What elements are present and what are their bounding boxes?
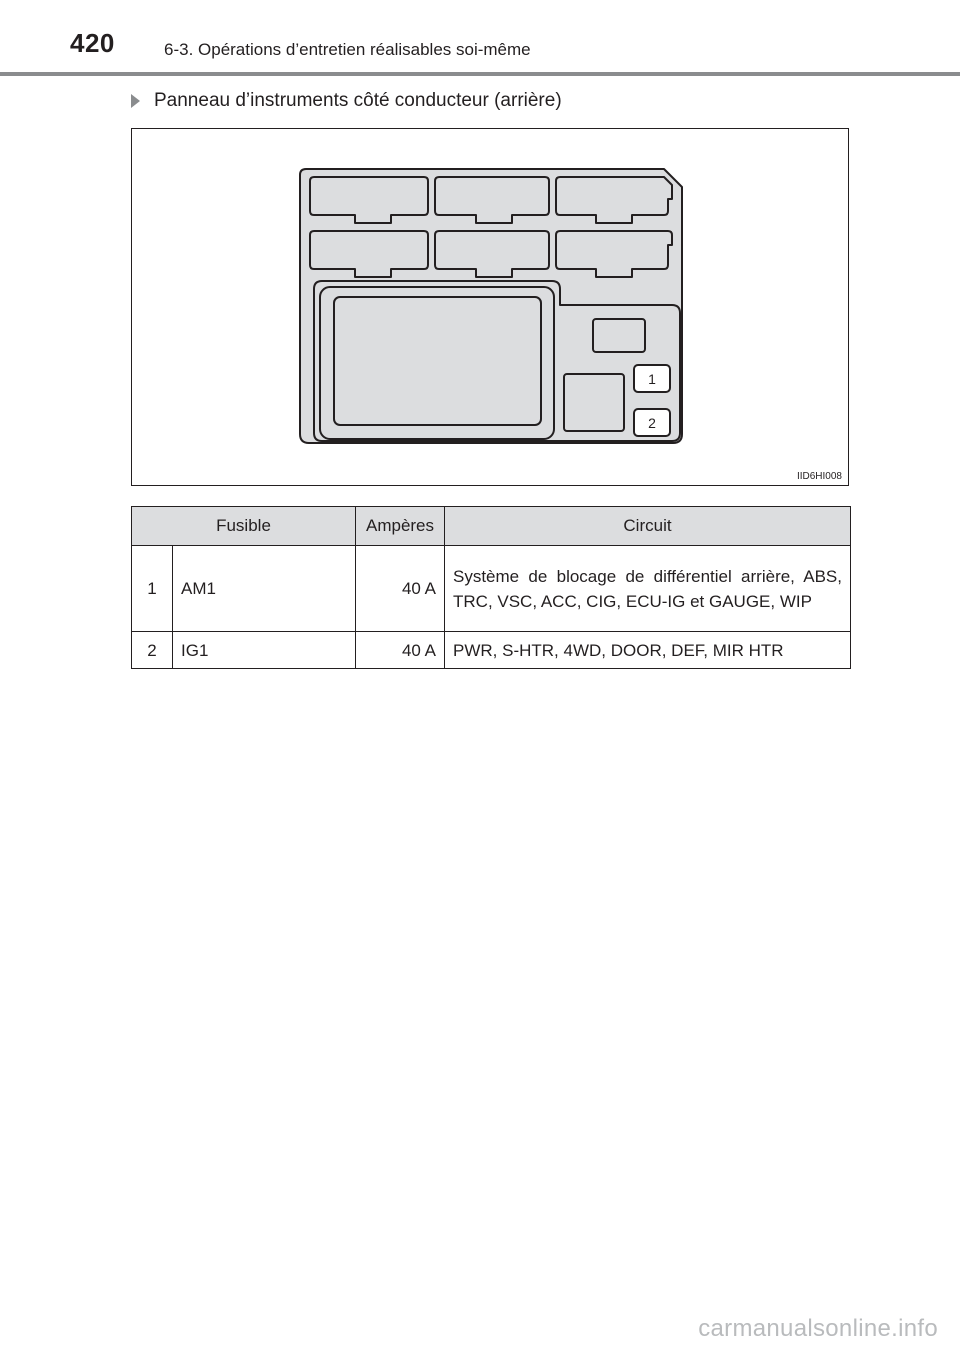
fuse-amps: 40 A <box>356 546 445 632</box>
fuse-number: 2 <box>132 632 173 669</box>
fuse-2-label: 2 <box>648 415 656 431</box>
fuse-circuit: Système de blocage de différentiel arrière, ABS, TRC, VSC, ACC, CIG, ECU-IG et GAUGE, WIP <box>445 546 851 632</box>
fuse-table <box>131 506 851 669</box>
table-header-row <box>132 507 851 546</box>
figure-code: IID6HI008 <box>796 471 842 482</box>
watermark: carmanualsonline.info <box>698 1315 938 1342</box>
small-block <box>593 319 645 352</box>
section-title: Panneau d’instruments côté conducteur (arrière) <box>154 90 562 111</box>
table-row <box>132 546 851 632</box>
fuse-box-diagram <box>132 129 850 487</box>
page-number: 420 <box>70 28 115 58</box>
fuse-amps: 40 A <box>356 632 445 669</box>
chapter-title: 6-3. Opérations d’entretien réalisables soi-même <box>164 40 531 59</box>
connector-block <box>334 297 541 425</box>
column-header-circuit: Circuit <box>445 507 851 546</box>
table-row <box>132 632 851 669</box>
fuse-number: 1 <box>132 546 173 632</box>
section-heading <box>131 90 562 112</box>
fuse-1-label: 1 <box>648 371 656 387</box>
large-block <box>564 374 624 431</box>
column-header-fuse: Fusible <box>132 507 356 546</box>
arrow-icon <box>131 94 140 108</box>
fuse-circuit: PWR, S-HTR, 4WD, DOOR, DEF, MIR HTR <box>445 632 851 669</box>
fuse-box-figure <box>131 128 849 486</box>
fuse-name: AM1 <box>173 546 356 632</box>
header-rule <box>0 72 960 76</box>
fuse-name: IG1 <box>173 632 356 669</box>
column-header-amps: Ampères <box>356 507 445 546</box>
